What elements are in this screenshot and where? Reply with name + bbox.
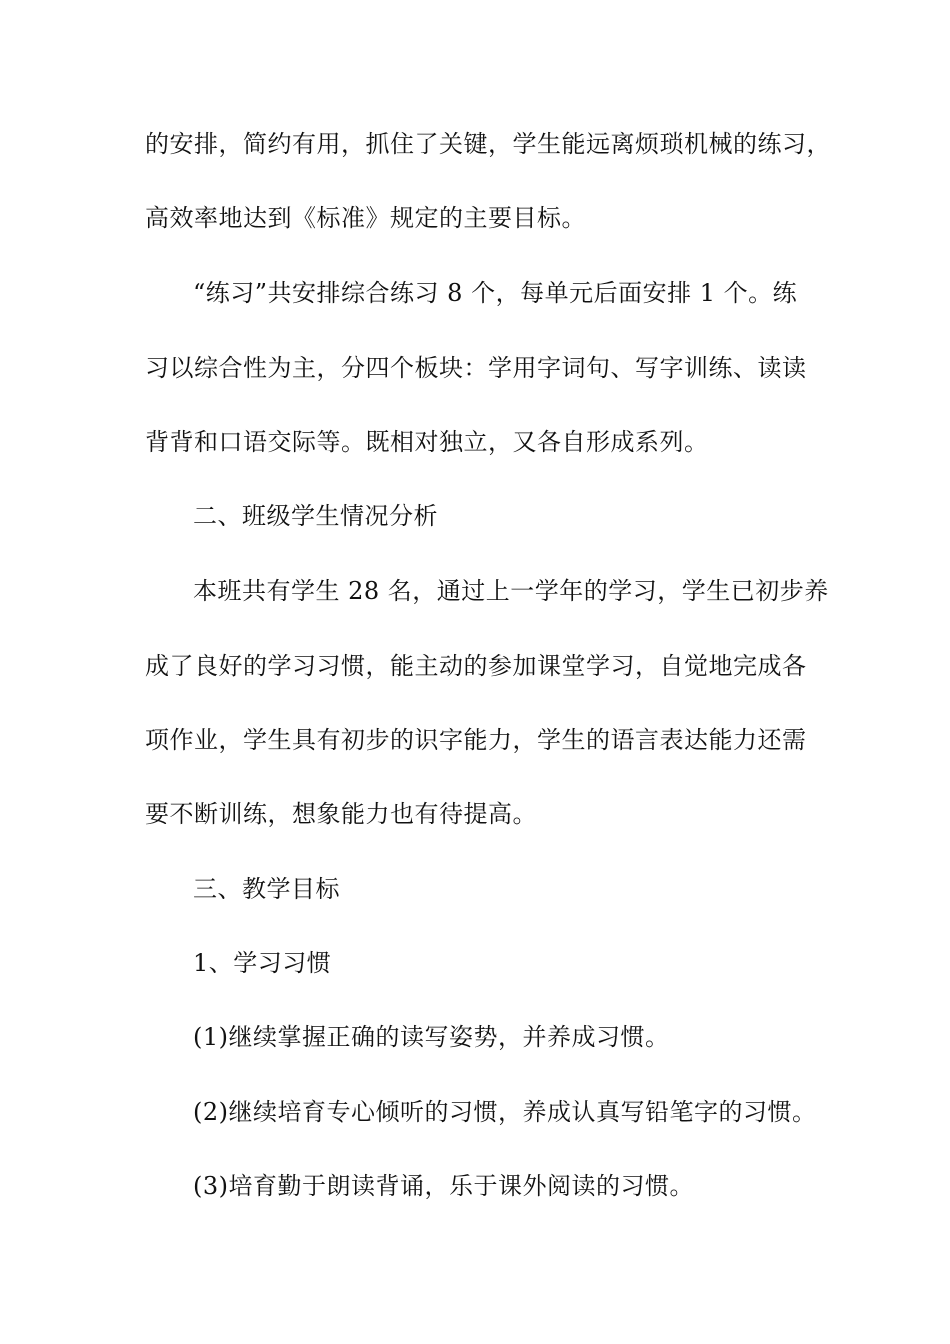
text-line: 本班共有学生 28 名，通过上一学年的学习，学生已初步养 bbox=[193, 577, 829, 605]
text-line: 习以综合性为主，分四个板块：学用字词句、写字训练、读读 bbox=[145, 354, 807, 382]
list-item: (2)继续培育专心倾听的习惯，养成认真写铅笔字的习惯。 bbox=[193, 1098, 817, 1126]
text-line: 高效率地达到《标准》规定的主要目标。 bbox=[145, 204, 586, 232]
text-line: “练习”共安排综合练习 8 个，每单元后面安排 1 个。练 bbox=[193, 279, 798, 307]
list-item: (3)培育勤于朗读背诵，乐于课外阅读的习惯。 bbox=[193, 1172, 694, 1200]
subsection-heading: 1、学习习惯 bbox=[193, 949, 332, 977]
text-line: 成了良好的学习习惯，能主动的参加课堂学习，自觉地完成各 bbox=[145, 652, 807, 680]
text-line: 背背和口语交际等。既相对独立，又各自形成系列。 bbox=[145, 428, 709, 456]
document-body bbox=[145, 126, 831, 1205]
text-line: 项作业，学生具有初步的识字能力，学生的语言表达能力还需 bbox=[145, 726, 807, 754]
section-heading: 二、班级学生情况分析 bbox=[193, 502, 438, 530]
list-item: (1)继续掌握正确的读写姿势，并养成习惯。 bbox=[193, 1023, 670, 1051]
text-line: 要不断训练，想象能力也有待提高。 bbox=[145, 800, 537, 828]
text-line: 的安排，简约有用，抓住了关键，学生能远离烦琐机械的练习， bbox=[145, 130, 831, 158]
section-heading: 三、教学目标 bbox=[193, 875, 340, 903]
